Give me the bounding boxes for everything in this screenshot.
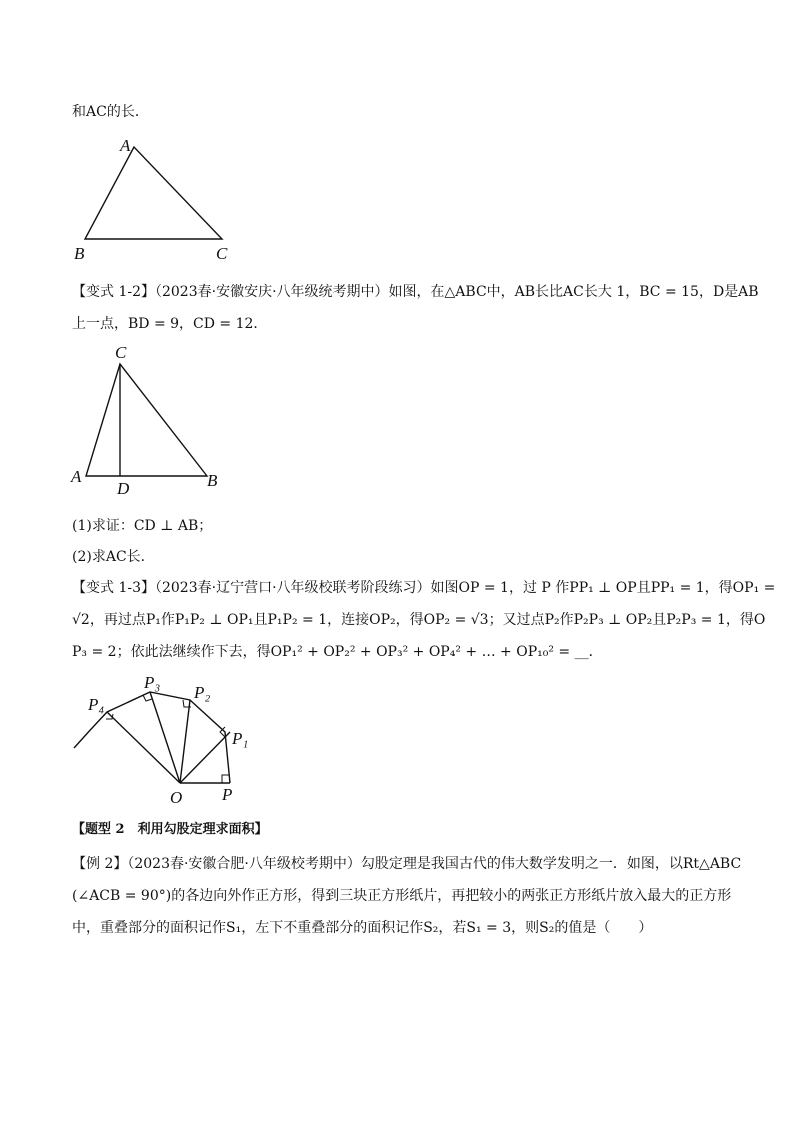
label-p2: P₂ [194, 683, 211, 702]
variant-1-2-line2: 上一点，BD = 9，CD = 12． [72, 316, 268, 332]
label-b: B [207, 471, 218, 490]
label-b: B [74, 244, 85, 263]
variant-1-2-line1: 【变式 1-2】（2023春·安徽安庆·八年级统考期中）如图，在△ABC中，AB长比AC长大 1，BC = 15，D是AB [72, 284, 759, 300]
example-2-line1: 【例 2】（2023春·安徽合肥·八年级校考期中）勾股定理是我国古代的伟大数学发明之一．如图，以Rt△ABC [72, 856, 742, 872]
triangle-abc-shape [85, 147, 222, 239]
label-c: C [216, 244, 228, 263]
segment-op2 [180, 700, 190, 783]
example-2-line2: (∠ACB = 90°)的各边向外作正方形，得到三块正方形纸片，再把较小的两张正方形纸片放入最大的正方形 [72, 888, 732, 904]
label-a: A [120, 136, 131, 155]
label-a: A [71, 467, 82, 486]
label-p4: P₄ [88, 695, 105, 714]
segment-op4 [107, 712, 180, 783]
variant-1-3-line3: P₃ = 2；依此法继续作下去，得OP₁² + OP₂² + OP₃² + OP₄² + … + OP₁₀² = __． [72, 644, 603, 660]
example-2-line3: 中，重叠部分的面积记作S₁，左下不重叠部分的面积记作S₂，若S₁ = 3，则S₂的值是（ ） [72, 920, 653, 936]
label-c: C [115, 343, 127, 362]
label-d: D [117, 479, 130, 498]
question-2: (2)求AC长． [72, 549, 155, 565]
label-p: P [222, 785, 233, 804]
triangle-acb-shape [86, 364, 207, 476]
triangle-abc-figure [70, 135, 250, 265]
label-p3: P₃ [144, 673, 161, 692]
section-title: 【题型 2 利用勾股定理求面积】 [72, 822, 268, 837]
variant-1-3-line1: 【变式 1-3】（2023春·辽宁营口·八年级校联考阶段练习）如图OP = 1，过 P 作PP₁ ⊥ OP且PP₁ = 1，得OP₁ = [72, 580, 776, 596]
spiral-figure [70, 670, 270, 810]
label-o: O [170, 788, 183, 807]
triangle-acd-figure [65, 340, 235, 500]
label-p1: P₁ [232, 729, 249, 748]
continued-text: 和AC的长． [72, 104, 149, 120]
question-1: (1)求证：CD ⊥ AB； [72, 518, 213, 534]
variant-1-3-line2: √2，再过点P₁作P₁P₂ ⊥ OP₁且P₁P₂ = 1，连接OP₂，得OP₂ = √3；又过点P₂作P₂P₃ ⊥ OP₂且P₂P₃ = 1，得O [72, 612, 766, 628]
